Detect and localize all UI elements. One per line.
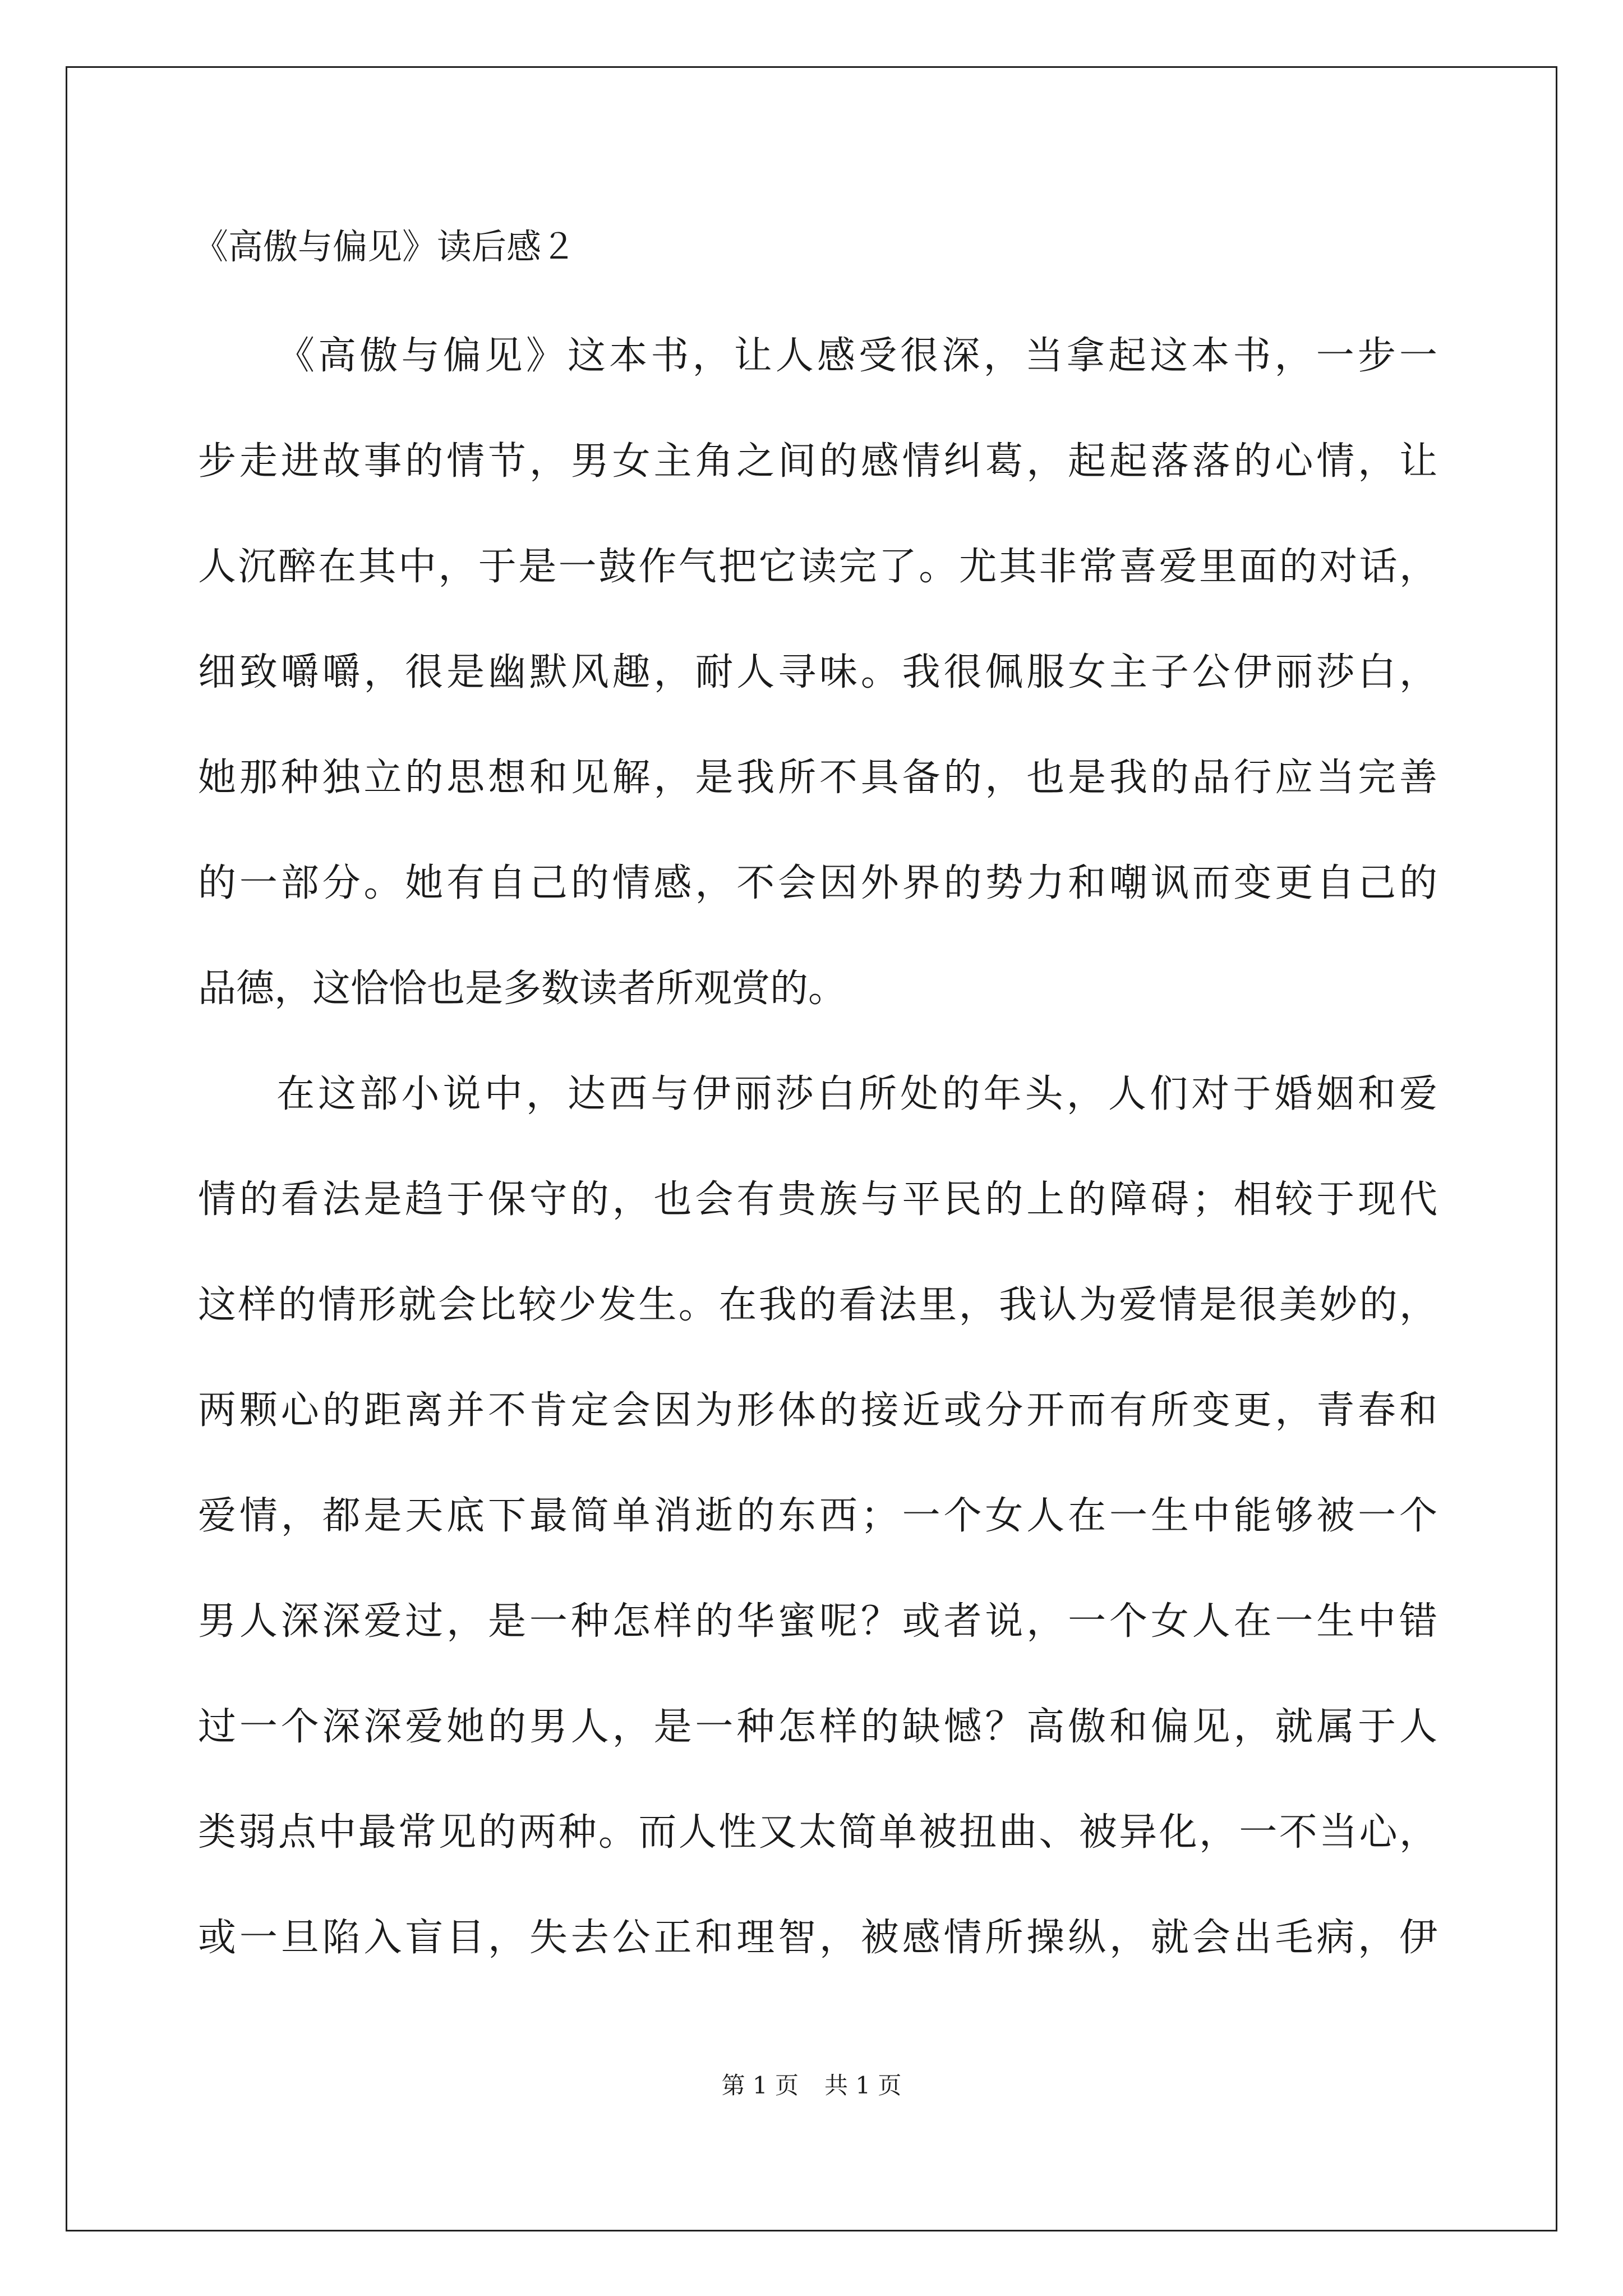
text-line: 这样的情形就会比较少发生。在我的看法里，我认为爱情是很美妙的， xyxy=(198,1283,1437,1327)
text-line: 人沉醉在其中，于是一鼓作气把它读完了。尤其非常喜爱里面的对话， xyxy=(198,545,1437,589)
text-line: 爱情，都是天底下最简单消逝的东西；一个女人在一生中能够被一个 xyxy=(198,1494,1437,1538)
text-line: 细致嚼嚼，很是幽默风趣，耐人寻味。我很佩服女主子公伊丽莎白， xyxy=(198,650,1437,694)
text-line: 两颗心的距离并不肯定会因为形体的接近或分开而有所变更，青春和 xyxy=(198,1388,1437,1433)
text-line: 类弱点中最常见的两种。而人性又太简单被扭曲、被异化，一不当心， xyxy=(198,1810,1437,1855)
text-line: 情的看法是趋于保守的，也会有贵族与平民的上的障碍；相较于现代 xyxy=(198,1177,1437,1222)
document-title: 《高傲与偏见》读后感２ xyxy=(193,226,577,267)
page-number-total: 共 1 页 xyxy=(824,2072,902,2099)
text-line: 她那种独立的思想和见解，是我所不具备的，也是我的品行应当完善 xyxy=(198,756,1437,800)
text-line: 步走进故事的情节，男女主角之间的感情纠葛，起起落落的心情，让 xyxy=(198,439,1437,484)
page-footer xyxy=(0,2069,1623,2102)
text-line: 或一旦陷入盲目，失去公正和理智，被感情所操纵，就会出毛病，伊 xyxy=(198,1916,1437,1960)
paragraph-1 xyxy=(198,325,1437,1064)
document-body xyxy=(198,325,1437,2013)
text-line: 过一个深深爱她的男人，是一种怎样的缺憾？高傲和偏见，就属于人 xyxy=(198,1705,1437,1749)
text-line: 在这部小说中，达西与伊丽莎白所处的年头，人们对于婚姻和爱 xyxy=(276,1072,1437,1116)
text-line: 的一部分。她有自己的情感，不会因外界的势力和嘲讽而变更自己的 xyxy=(198,861,1437,905)
paragraph-2 xyxy=(198,1064,1437,2013)
text-line: 男人深深爱过，是一种怎样的华蜜呢？或者说，一个女人在一生中错 xyxy=(198,1599,1437,1644)
text-line: 《高傲与偏见》这本书，让人感受很深，当拿起这本书，一步一 xyxy=(276,334,1437,378)
page-number-current: 第 1 页 xyxy=(721,2072,799,2099)
text-line: 品德，这恰恰也是多数读者所观赏的。 xyxy=(198,967,847,1011)
